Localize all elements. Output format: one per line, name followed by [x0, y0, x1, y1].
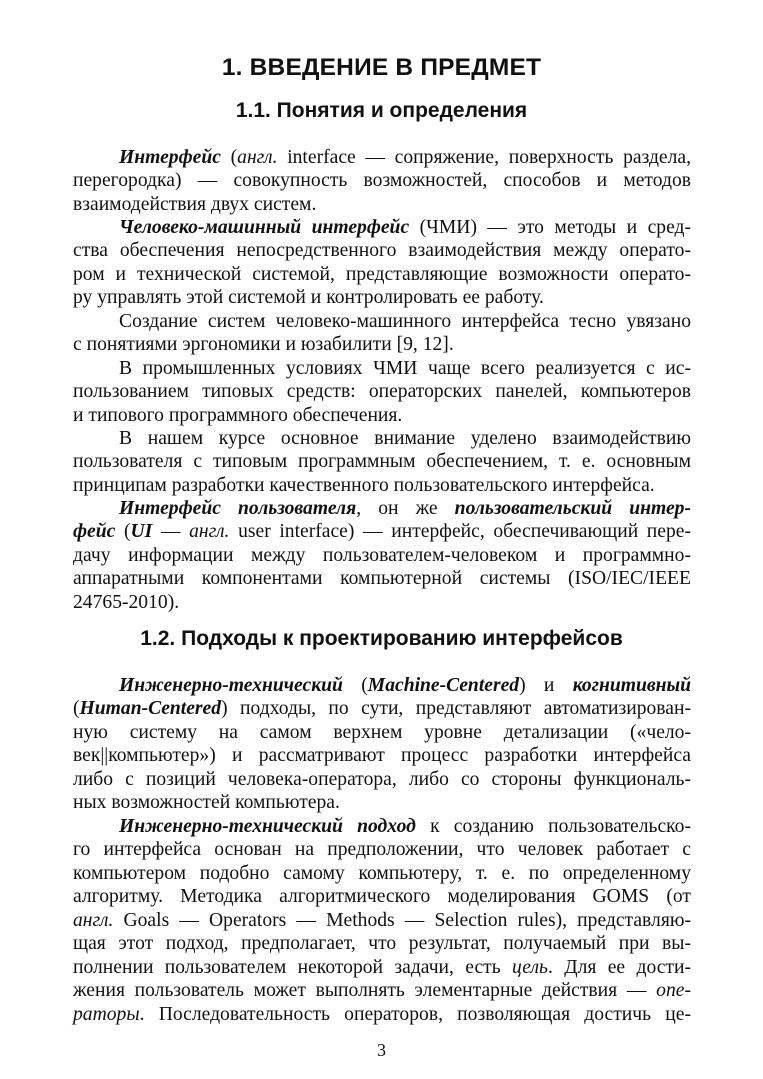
term: Человеко-машинный интерфейс	[119, 217, 410, 238]
line: компьютером подобно самому компьютеру, т. е. по определенному	[73, 862, 691, 884]
text: . Последовательность операторов, позволяющая достичь це-	[139, 1003, 691, 1025]
line: пользованием типовых средств: операторских панелей, компьютеров	[73, 381, 691, 403]
line: го интерфейса основан на предположении, что человек работает с	[73, 839, 691, 861]
text: . Для ее дости-	[547, 956, 691, 978]
term: Инженерно-технический подход	[119, 816, 416, 837]
term: Machine-Centered	[367, 675, 520, 696]
paragraph-approaches	[73, 674, 691, 815]
line: аппаратными компонентами компьютерной системы (ISO/IEC/IEEE	[73, 568, 691, 590]
paragraph-user-interface	[73, 497, 691, 614]
line: алгоритму. Методика алгоритмического моделирования GOMS (от	[73, 886, 691, 908]
text-italic: цель	[512, 956, 548, 978]
line: принципам разработки качественного пользовательского интерфейса.	[73, 474, 655, 496]
text: , он же	[356, 498, 455, 519]
term: Интерфейс пользователя	[119, 498, 357, 519]
line: ную систему на самом верхнем уровне детализации («чело-	[73, 721, 691, 743]
line: взаимодействия двух систем.	[73, 193, 317, 215]
line: с понятиями эргономики и юзабилити [9, 12].	[73, 334, 454, 356]
paragraph-ergonomics	[73, 310, 691, 357]
line: перегородка) — совокупность возможностей, способов и методов	[73, 170, 691, 192]
text-italic: раторы	[73, 1003, 140, 1025]
text-italic: опе-	[656, 980, 691, 1002]
line: ных возможностей компьютера.	[73, 792, 340, 814]
text: —	[152, 521, 190, 543]
term: Интерфейс	[119, 147, 221, 168]
line: Создание систем человеко-машинного интерфейса тесно увязано	[119, 311, 691, 332]
text-italic: англ.	[73, 909, 114, 931]
text: (	[342, 675, 368, 696]
text: полнении пользователем некоторой задачи, есть	[73, 956, 513, 978]
section-1-2-heading: 1.2. Подходы к проектированию интерфейсов	[140, 627, 623, 650]
term: пользовательский интер-	[454, 498, 691, 519]
line: щая этот подход, предполагает, что результат, получаемый при вы-	[73, 933, 691, 955]
line: 24765-2010).	[73, 591, 180, 613]
line: ром и технической системой, представляющие возможности операто-	[73, 263, 691, 285]
text: ) и	[519, 675, 573, 696]
chapter-title: 1. ВВЕДЕНИЕ В ПРЕДМЕТ	[221, 54, 542, 81]
line: либо с позиций человека-оператора, либо со стороны функциональ-	[73, 768, 691, 790]
text-italic: англ.	[237, 147, 278, 168]
text: (	[73, 698, 80, 720]
paragraph-interface-definition	[73, 146, 691, 216]
line: век||компьютер») и рассматривают процесс разработки интерфейса	[73, 745, 691, 767]
text: к созданию пользовательско-	[415, 816, 692, 837]
term-abbr: UI	[130, 521, 153, 543]
paragraph-hmi-definition	[73, 216, 691, 310]
line: дачу информации между пользователем-человеком и программно-	[73, 544, 691, 566]
text: (	[220, 147, 238, 168]
line: В нашем курсе основное внимание уделено взаимодействию	[119, 428, 691, 449]
line: ства обеспечения непосредственного взаимодействия между операто-	[73, 240, 691, 262]
term: фейс	[73, 521, 116, 543]
text: (	[115, 521, 131, 543]
term: когнитивный	[572, 675, 691, 696]
line: пользователя с типовым программным обеспечением, т. е. основным	[73, 451, 691, 473]
paragraph-industrial	[73, 357, 691, 427]
text: interface — сопряжение, поверхность раздела,	[277, 147, 691, 168]
text: Goals — Operators — Methods — Selection rules), представляю-	[113, 909, 691, 931]
text-italic: англ.	[189, 521, 230, 543]
text: жения пользователь может выполнять элементарные действия —	[73, 980, 657, 1002]
term: Инженерно-технический	[119, 675, 343, 696]
line: и типового программного обеспечения.	[73, 404, 403, 426]
page-number: 3	[377, 1040, 386, 1060]
section-1-1-heading: 1.1. Понятия и определения	[235, 99, 528, 122]
paragraph-course-focus	[73, 427, 691, 497]
line: В промышленных условиях ЧМИ чаще всего реализуется с ис-	[119, 358, 691, 379]
term: Human-Centered	[79, 698, 222, 720]
line: ру управлять этой системой и контролировать ее работу.	[73, 287, 544, 309]
text: (ЧМИ) — это методы и сред-	[409, 217, 692, 238]
paragraph-engineering-approach	[73, 815, 691, 1026]
text: ) подходы, по сути, представляют автоматизирован-	[221, 698, 691, 720]
text: user interface) — интерфейс, обеспечивающий пере-	[229, 521, 691, 543]
